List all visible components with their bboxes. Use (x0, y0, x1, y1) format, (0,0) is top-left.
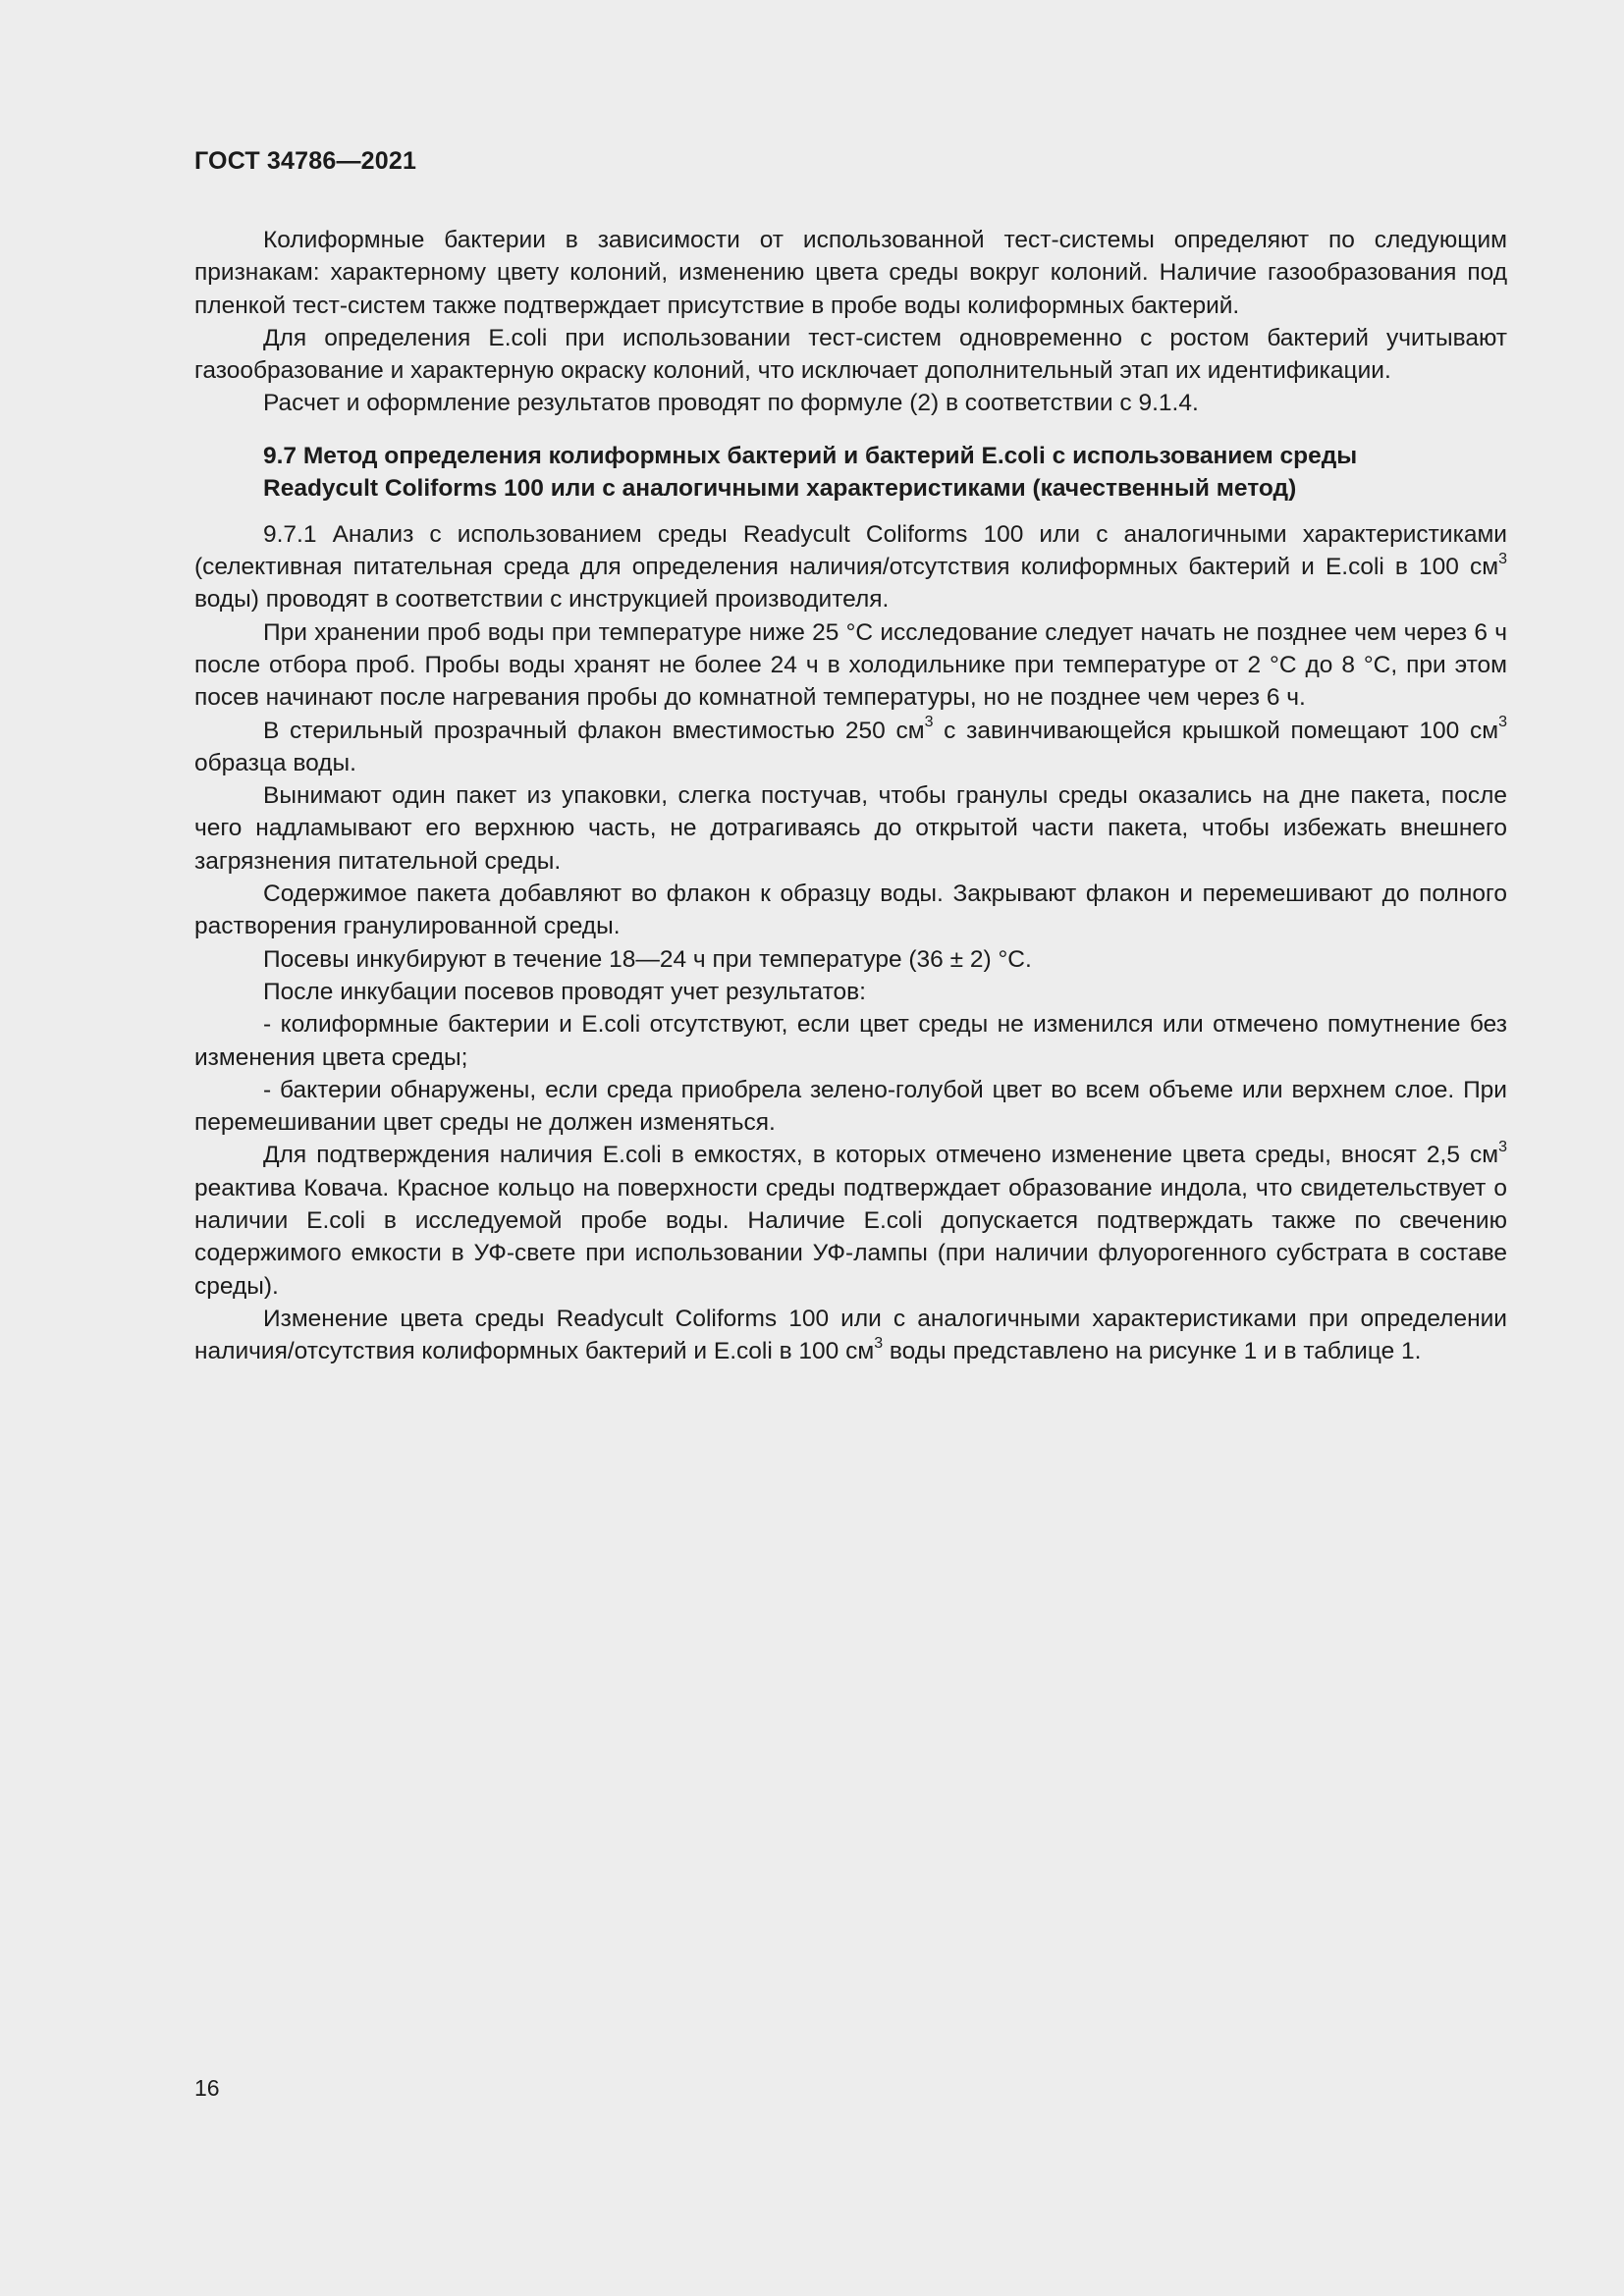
text-run: В стерильный прозрачный флакон вместимостью 250 см (263, 717, 925, 744)
paragraph-contents: Содержимое пакета добавляют во флакон к образцу воды. Закрывают флакон и перемешивают до полного растворения гранулированной среды. (194, 881, 1507, 940)
page-number: 16 (194, 2075, 220, 2101)
paragraph-incubation: Посевы инкубируют в течение 18—24 ч при температуре (36 ± 2) °С. (263, 945, 1032, 973)
document-body (194, 224, 1507, 1368)
superscript: 3 (1498, 550, 1507, 567)
paragraph-color-change (194, 1303, 1507, 1368)
paragraph-ecoli-detection: Для определения E.coli при использовании тест-систем одновременно с ростом бактерий учитывают газообразование и характерную окраску колоний, что исключает дополнительный этап их идентификации. (194, 324, 1507, 385)
text-run: Изменение цвета среды Readycult Coliforms 100 или с аналогичными характеристиками при определении наличия/отсутствия колиформных бактерий и E.coli в 100 см (194, 1305, 1507, 1365)
text-run: реактива Ковача. Красное кольцо на поверхности среды подтверждает образование индола, что свидетельствует о наличии E.coli в исследуемой пробе воды. Наличие E.coli допускается подтверждать также по свечению содержимого емкости в УФ-свете при использовании УФ-лампы (при наличии флуорогенного субстрата в составе среды). (194, 1174, 1507, 1300)
paragraph-9-7-1 (194, 518, 1507, 616)
section-heading-line-2: Readycult Coliforms 100 или с аналогичными характеристиками (качественный метод) (263, 474, 1297, 502)
list-item-absent: - колиформные бактерии и E.coli отсутствуют, если цвет среды не изменился или отмечено помутнение без изменения цвета среды; (194, 1011, 1507, 1071)
text-run: воды) проводят в соответствии с инструкцией производителя. (194, 586, 890, 614)
superscript: 3 (1498, 1139, 1507, 1156)
superscript: 3 (874, 1335, 884, 1353)
text-run: воды представлено на рисунке 1 и в таблице 1. (883, 1338, 1422, 1365)
document-header: ГОСТ 34786—2021 (194, 147, 417, 175)
section-heading-9-7 (194, 440, 1507, 505)
paragraph-sample-storage: При хранении проб воды при температуре ниже 25 °С исследование следует начать не позднее чем через 6 ч после отбора проб. Пробы воды хранят не более 24 ч в холодильнике при температуре от 2 °С до 8 °С, при этом посев начинают после нагревания пробы до комнатной температуры, но не позднее чем через 6 ч. (194, 618, 1507, 712)
superscript: 3 (924, 714, 934, 731)
text-run: с завинчивающейся крышкой помещают 100 см (933, 717, 1499, 744)
paragraph-packet: Вынимают один пакет из упаковки, слегка постучав, чтобы гранулы среды оказались на дне пакета, после чего надламывают его верхнюю часть, не дотрагиваясь до открытой части пакета, чтобы избежать внешнего загрязнения питательной среды. (194, 782, 1507, 875)
superscript: 3 (1498, 714, 1508, 731)
list-item-detected: - бактерии обнаружены, если среда приобрела зелено-голубой цвет во всем объеме или верхнем слое. При перемешивании цвет среды не должен изменяться. (194, 1076, 1507, 1137)
paragraph-kovacs-confirmation (194, 1139, 1507, 1302)
paragraph-sterile-flask (194, 715, 1507, 780)
paragraph-calculation: Расчет и оформление результатов проводят по формуле (2) в соответствии с 9.1.4. (263, 390, 1199, 417)
text-run: Для подтверждения наличия E.coli в емкостях, в которых отмечено изменение цвета среды, вносят 2,5 см (263, 1142, 1499, 1169)
text-run: образца воды. (194, 749, 356, 776)
paragraph-coliform-features: Колиформные бактерии в зависимости от использованной тест-системы определяют по следующим признакам: характерному цвету колоний, изменению цвета среды вокруг колоний. Наличие газообразования под пленкой тест-систем также подтверждает присутствие в пробе воды колиформных бактерий. (194, 227, 1507, 319)
paragraph-results-intro: После инкубации посевов проводят учет результатов: (263, 978, 866, 1005)
text-run: 9.7.1 Анализ с использованием среды Readycult Coliforms 100 или с аналогичными характеристиками (селективная питательная среда для определения наличия/отсутствия колиформных бактерий и E.coli в 100 см (194, 520, 1507, 581)
section-heading-line-1: 9.7 Метод определения колиформных бактерий и бактерий E.coli с использованием среды (263, 442, 1358, 469)
